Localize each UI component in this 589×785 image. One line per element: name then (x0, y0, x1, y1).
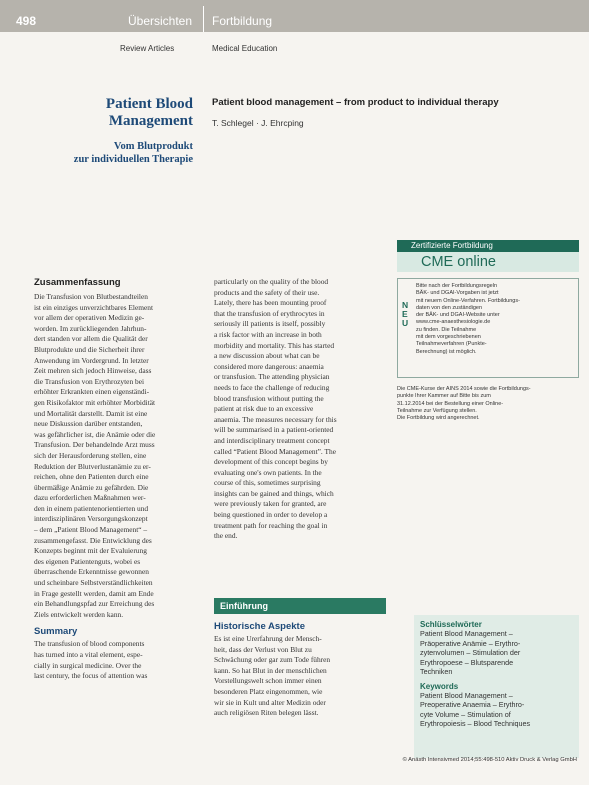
historische-aspekte-text: Es ist eine Urerfahrung der Mensch- heit, dass der Verlust von Blut zu Schwächung oder gar zum Tode führen kann. So hat Blut in der menschlichen Vorstellungswelt schon immer einen besonderen Platz eingenommen, wie wir sie in Kult und alter Medizin oder auch religiösen Riten belegen lässt. (214, 634, 331, 718)
neu-letter: E (402, 309, 408, 319)
keywords-de-text: Patient Blood Management – Präoperative Anämie – Erythro- zytenvolumen – Stimulation der Erythropoese – Blutsparende Techniken (420, 629, 521, 676)
cme-banner: CME online (397, 252, 579, 272)
summary-continued-text: particularly on the quality of the blood products and the safety of their use. Lately, there has been mounting proof that the transfusion of erythrocytes in seriously ill patients is itself, possibly a risk factor with an increase in both morbidity and mortality. This has started a new discussion about what can be considered more dangerous: anaemia or transfusion. The attending physician needs to face the challenge of reducing blood transfusion without putting the patient at risk due to an excessive anaemia. The measures necessary for this will be summarised in a patient-oriented and interdisciplinary treatment concept called “Patient Blood Management”. The development of this concept begins by evaluating one's own patients. In the course of this, sometimes surprising insights can be gained and things, which were previously taken for granted, are being questioned in order to develop a treatment path for reaching the goal in the end. (214, 277, 337, 541)
neu-letter: N (402, 300, 409, 310)
german-title-line: Management (108, 113, 193, 129)
english-title: Patient blood management – from product to individual therapy (212, 97, 499, 108)
header-divider (203, 6, 204, 32)
left-column (34, 277, 197, 682)
neu-badge (402, 301, 408, 328)
subsection-label-right: Medical Education (212, 44, 278, 53)
keywords-en-text: Patient Blood Management – Preoperative Anaemia – Erythro- cyte Volume – Stimulation of Erythropoiesis – Blood Techniques (420, 690, 531, 728)
historische-aspekte-body (214, 634, 384, 719)
authors: T. Schlegel · J. Ehrcping (212, 118, 304, 128)
section-label-left: Übersichten (128, 14, 193, 28)
page-header-bar (0, 0, 589, 32)
cme-info-text: Bitte nach der Fortbildungsregeln BÄK- und DGAI-Vorgaben ist jetzt mit neuem Online-Verfahren. Fortbildungs- daten von den zuständigen der BÄK- und DGAI-Website unter www.cme-anaesthesiologie.de zu finden. Die Teilnahme mit dem vorgeschriebenen Teilnahmeverfahren (Punkte- Berechnung) ist möglich. (416, 283, 520, 355)
historische-aspekte-heading: Historische Aspekte (214, 621, 305, 632)
keywords-en-heading: Keywords (420, 681, 459, 691)
einfuehrung-heading: Einführung (214, 598, 386, 614)
german-title (106, 96, 193, 130)
german-subtitle-line: Vom Blutprodukt (113, 141, 193, 152)
cme-note: Die CME-Kurse der AINS 2014 sowie die Fortbildungs- punkte Ihrer Kammer auf Bitte bis zum 31.12.2014 bei der Bestellung einer Online- Teilnahme zur Verfügung stellen. Die Fortbildung wird angerechnet. (397, 386, 531, 422)
section-label-right: Fortbildung (212, 14, 273, 28)
german-title-line: Patient Blood (105, 96, 193, 112)
summary-heading: Summary (34, 626, 78, 638)
zusammenfassung-text: Die Transfusion von Blutbestandteilen ist ein einziges unverzichtbares Element vor allem der operativen Medizin ge- worden. Im zurückliegenden Jahrhun- dert standen vor allem die Qualität der Blutprodukte und die Sicherheit ihrer Anwendung im Vordergrund. In letzter Zeit mehren sich jedoch Hinweise, dass die Transfusion von Erythrozyten bei erhöhter Erkrankten einen eigenständi- gen Risikofaktor mit erhöhter Morbidität und Mortalität darstellt. Damit ist eine neue Diskussion darüber entstanden, was gefährlicher ist, die Anämie oder die Transfusion. Der behandelnde Arzt muss sich der Herausforderung stellen, eine Reduktion der Blutverlustanämie zu er- reichen, ohne den Patienten durch eine übermäßige Anämie zu gefährden. Die dazu erforderlichen Maßnahmen wer- den in einem patientenorientierten und interdisziplinären Versorgungskonzept – dem „Patient Blood Management“ – zusammengefasst. Die Entwicklung des Konzepts beginnt mit der Evaluierung des eigenen Patientenguts, wobei es überraschende Erkenntnisse gewonnen und scheinbare Selbstverständlichkeiten in Frage gestellt werden, damit am Ende ein Behandlungspfad zur Erreichung des Ziels entwickelt werden kann. (34, 292, 156, 619)
middle-column (214, 277, 384, 542)
cme-label: Zertifizierte Fortbildung (397, 240, 579, 252)
subsection-label-left: Review Articles (120, 44, 175, 53)
german-subtitle-line: zur individuellen Therapie (73, 154, 193, 165)
summary-text: The transfusion of blood components has turned into a vital element, espe- cially in surgical medicine. Over the last century, the focus of attention was (34, 639, 148, 681)
german-subtitle (74, 140, 193, 166)
cme-box (397, 240, 579, 422)
page-number: 498 (16, 14, 37, 28)
keywords-box (414, 615, 579, 758)
cme-info-box (397, 278, 579, 378)
page-footer: © Anästh Intensivmed 2014;55:498-510 Aktiv Druck & Verlag GmbH (402, 757, 577, 763)
neu-letter: U (402, 318, 409, 328)
keywords-de-heading: Schlüsselwörter (420, 620, 482, 629)
zusammenfassung-heading: Zusammenfassung (34, 277, 121, 288)
